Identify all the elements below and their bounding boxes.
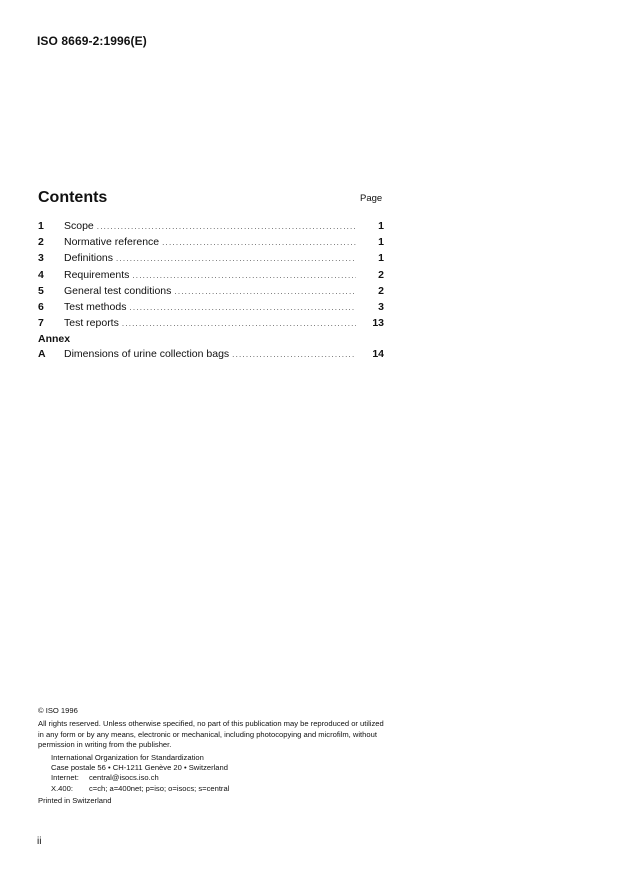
toc-entry-number: 2	[38, 236, 44, 249]
toc-entry-number: 3	[38, 252, 44, 265]
toc-entry-page: 1	[378, 220, 384, 232]
toc-entry-number: 4	[38, 268, 44, 281]
toc-entry-page: 1	[378, 236, 384, 249]
toc-leader-dots	[232, 350, 356, 359]
internet-address: central@isocs.iso.ch	[89, 773, 159, 783]
toc-entry-page: 2	[378, 268, 384, 281]
toc-leader-dots	[122, 319, 356, 328]
toc-entry[interactable]	[38, 252, 384, 268]
copyright-notice	[38, 706, 388, 807]
toc-entry-number: 5	[38, 284, 44, 297]
page-number: ii	[37, 836, 42, 847]
document-id: ISO 8669-2:1996(E)	[37, 34, 147, 48]
toc-entry[interactable]	[38, 220, 384, 236]
toc-entry-title: Scope	[64, 220, 94, 232]
toc-entry-title: Test methods	[64, 300, 127, 313]
toc-leader-dots	[97, 222, 356, 231]
toc-entry-title: Normative reference	[64, 236, 160, 249]
table-of-contents	[38, 220, 384, 365]
organization-name: International Organization for Standardization	[51, 752, 204, 762]
contents-heading: Contents	[38, 189, 108, 206]
toc-leader-dots	[162, 238, 356, 247]
publisher-address	[38, 753, 388, 795]
toc-entry[interactable]	[38, 236, 384, 252]
toc-entry-page: 14	[372, 348, 384, 361]
toc-entry[interactable]	[38, 317, 384, 333]
copyright-line: © ISO 1996	[38, 706, 78, 715]
toc-entry[interactable]	[38, 301, 384, 317]
internet-contact	[51, 773, 388, 783]
toc-annex-entry[interactable]	[38, 348, 384, 364]
toc-entry-title: Test reports	[64, 317, 119, 330]
toc-entry-title: Definitions	[64, 252, 114, 265]
toc-entry-page: 3	[378, 300, 384, 313]
toc-entry-number: 1	[38, 220, 44, 232]
toc-entry-page: 13	[372, 317, 384, 330]
toc-entry[interactable]	[38, 285, 384, 301]
toc-entry-number: 6	[38, 300, 44, 313]
toc-leader-dots	[132, 271, 356, 280]
toc-entry-number: 7	[38, 317, 44, 330]
printed-in: Printed in Switzerland	[38, 796, 112, 806]
x400-contact	[51, 784, 388, 794]
annex-heading: Annex	[38, 333, 71, 346]
toc-entry[interactable]	[38, 269, 384, 285]
internet-label: Internet:	[51, 773, 79, 783]
page-column-label: Page	[360, 193, 383, 204]
postal-address: Case postale 56 • CH-1211 Genève 20 • Switzerland	[51, 763, 228, 773]
toc-leader-dots	[116, 254, 356, 263]
x400-label: X.400:	[51, 783, 73, 793]
toc-entry-page: 1	[378, 252, 384, 265]
rights-statement: All rights reserved. Unless otherwise specified, no part of this publication may be reproduced or utilized in any form or by any means, electronic or mechanical, including photocopying and microfilm, without permission in writing from the publisher.	[38, 719, 384, 750]
toc-leader-dots	[129, 303, 356, 312]
toc-entry-title: Dimensions of urine collection bags	[64, 348, 230, 361]
toc-entry-title: General test conditions	[64, 284, 172, 297]
toc-leader-dots	[174, 287, 356, 296]
x400-address: c=ch; a=400net; p=iso; o=isocs; s=central	[89, 783, 230, 793]
toc-entry-page: 2	[378, 284, 384, 297]
toc-entry-title: Requirements	[64, 268, 130, 281]
toc-entry-number: A	[38, 348, 46, 361]
